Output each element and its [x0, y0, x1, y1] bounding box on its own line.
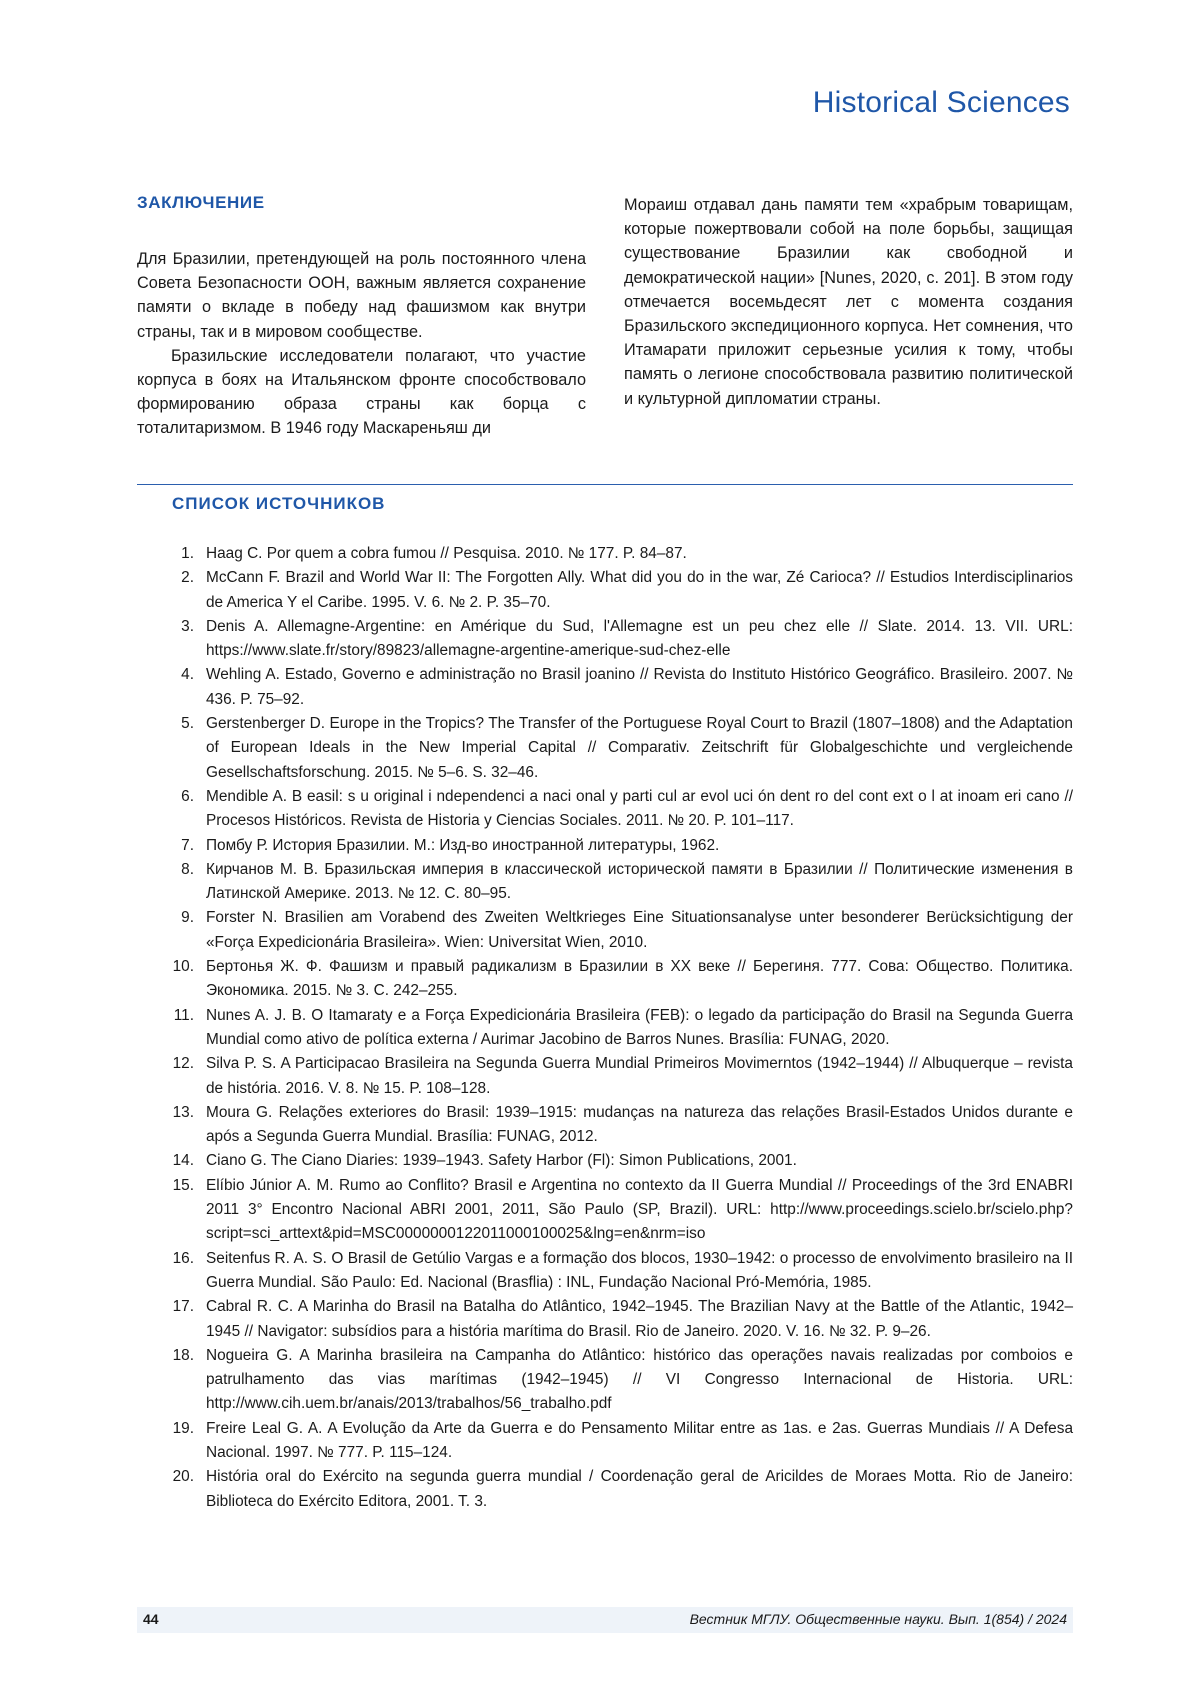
- conclusion-text-left: [137, 247, 586, 441]
- reference-text: Freire Leal G. A. A Evolução da Arte da Guerra e do Pensamento Militar entre as 1as. e 2as. Guerras Mundiais // A Defesa Nacional. 1997. № 777. P. 115–124.: [206, 1419, 1073, 1461]
- conclusion-section: [137, 193, 1073, 441]
- reference-text: Mendible A. B easil: s u original i ndependenci a naci onal y parti cul ar evol uci ón dent ro del cont ext o l at inoam eri cano // Procesos Históricos. Revista de Historia y Ciencias Sociales. 2011. № 20. P. 101–117.: [206, 787, 1073, 830]
- reference-item: [160, 955, 1073, 1004]
- reference-text: Denis A. Allemagne-Argentine: en Amérique du Sud, l'Allemagne est un peu chez elle // Slate. 2014. 13. VII. URL: https://www.slate.fr/story/89823/allemagne-argentine-amerique-sud-chez-elle: [206, 617, 1073, 660]
- reference-text: Nunes A. J. B. O Itamaraty e a Força Expedicionária Brasileira (FEB): o legado da participação do Brasil na Segunda Guerra Mundial como ativo de política externa / Aurimar Jacobino de Barros Nunes. Brasília: FUNAG, 2020.: [206, 1006, 1073, 1048]
- reference-item: [160, 1004, 1073, 1053]
- paragraph: Бразильские исследователи полагают, что участие корпуса в боях на Итальянском фронте способствовало формированию образа страны как борца с тоталитаризмом. В 1946 году Маскареньяш ди: [137, 346, 586, 438]
- reference-item: [160, 1101, 1073, 1150]
- reference-item: [160, 1344, 1073, 1417]
- reference-number: 13.: [172, 1103, 194, 1121]
- section-divider: [137, 484, 1073, 485]
- references-list: [160, 542, 1073, 1514]
- reference-item: [160, 1052, 1073, 1101]
- reference-item: [160, 712, 1073, 785]
- reference-item: [160, 542, 1073, 566]
- reference-text: Помбу Р. История Бразилии. М.: Изд-во иностранной литературы, 1962.: [206, 836, 720, 854]
- reference-item: [160, 834, 1073, 858]
- reference-number: 5.: [181, 715, 194, 733]
- reference-number: 4.: [181, 666, 194, 684]
- reference-item: [160, 615, 1073, 664]
- reference-text: Moura G. Relações exteriores do Brasil: 1939–1915: mudanças na natureza das relações Brasil-Estados Unidos durante e após a Segunda Guerra Mundial. Brasília: FUNAG, 2012.: [206, 1103, 1073, 1146]
- reference-number: 9.: [181, 909, 194, 927]
- reference-item: [160, 906, 1073, 955]
- reference-text: História oral do Exército na segunda guerra mundial / Coordenação geral de Aricildes de Moraes Motta. Rio de Janeiro: Biblioteca do Exército Editora, 2001. T. 3.: [206, 1468, 1073, 1510]
- reference-number: 14.: [172, 1152, 194, 1170]
- paragraph: Для Бразилии, претендующей на роль постоянного члена Совета Безопасности ООН, важным является сохранение памяти о вкладе в победу над фашизмом как внутри страны, так и в мировом сообществе.: [137, 250, 586, 341]
- right-column: [624, 193, 1073, 441]
- reference-number: 1.: [181, 545, 194, 562]
- reference-number: 8.: [181, 860, 194, 878]
- reference-text: Wehling A. Estado, Governo e administração no Brasil joanino // Revista do Instituto Histórico Geográfico. Brasileiro. 2007. № 436. P. 75–92.: [206, 666, 1073, 708]
- reference-text: Seitenfus R. A. S. O Brasil de Getúlio Vargas e a formação dos blocos, 1930–1942: o processo de envolvimento brasileiro na II Guerra Mundial. São Paulo: Ed. Nacional (Brasflia) : INL, Fundação Nacional Pró-Memória, 1985.: [206, 1249, 1073, 1291]
- reference-item: [160, 1174, 1073, 1247]
- conclusion-heading: ЗАКЛЮЧЕНИЕ: [137, 193, 265, 212]
- reference-text: Silva P. S. A Participacao Brasileira na Segunda Guerra Mundial Primeiros Movimerntos (1942–1944) // Albuquerque – revista de história. 2016. V. 8. № 15. P. 108–128.: [206, 1055, 1073, 1097]
- reference-number: 12.: [172, 1055, 194, 1073]
- reference-item: [160, 1417, 1073, 1466]
- reference-item: [160, 858, 1073, 907]
- reference-text: Ciano G. The Ciano Diaries: 1939–1943. Safety Harbor (Fl): Simon Publications, 2001.: [206, 1152, 797, 1170]
- reference-text: Elíbio Júnior A. M. Rumo ao Conflito? Brasil e Argentina no contexto da II Guerra Mundial // Proceedings of the 3rd ENABRI 2011 3° Encontro Nacional ABRI 2001, 2011, São Paulo (SP, Brazil). URL: http://www.proceedings.scielo.br/scielo.php?script=sci_arttext&pid=MSC0000000122011000100025&lng=en&nrm=iso: [206, 1176, 1073, 1243]
- reference-number: 15.: [172, 1176, 194, 1194]
- reference-number: 19.: [172, 1419, 194, 1437]
- reference-item: [160, 785, 1073, 834]
- reference-item: [160, 1247, 1073, 1296]
- reference-number: 11.: [173, 1006, 194, 1024]
- left-column: [137, 193, 586, 441]
- reference-item: [160, 566, 1073, 615]
- reference-number: 6.: [181, 787, 194, 805]
- reference-item: [160, 1465, 1073, 1514]
- paragraph: Мораиш отдавал дань памяти тем «храбрым товарищам, которые пожертвовали собой на поле борьбы, защищая существование Бразилии как свободной и демократической нации» [Nunes, 2020, с. 201]. В этом году отмечается восемьдесят лет с момента создания Бразильского экспедиционного корпуса. Нет сомнения, что Итамарати приложит серьезные усилия к тому, чтобы память о легионе способствовала развитию политической и культурной дипломатии страны.: [624, 196, 1073, 408]
- references-heading: СПИСОК ИСТОЧНИКОВ: [172, 494, 386, 513]
- reference-number: 17.: [172, 1298, 194, 1316]
- reference-number: 2.: [181, 569, 194, 587]
- conclusion-text-right: [624, 193, 1073, 411]
- reference-text: Бертонья Ж. Ф. Фашизм и правый радикализм в Бразилии в XX веке // Берегиня. 777. Сова: Общество. Политика. Экономика. 2015. № 3. С. 242–255.: [206, 958, 1073, 1000]
- reference-text: Forster N. Brasilien am Vorabend des Zweiten Weltkrieges Eine Situationsanalyse unter besonderer Berücksichtigung der «Força Expedicionária Brasileira». Wien: Universitat Wien, 2010.: [206, 909, 1073, 951]
- reference-item: [160, 1149, 1073, 1173]
- reference-item: [160, 1295, 1073, 1344]
- reference-number: 7.: [181, 836, 194, 854]
- reference-number: 18.: [172, 1346, 194, 1364]
- reference-number: 3.: [181, 617, 194, 635]
- reference-text: Nogueira G. A Marinha brasileira na Campanha do Atlântico: histórico das operações navais realizadas por comboios e patrulhamento das vias marítimas (1942–1945) // VI Congresso Internacional de Historia. URL: http://www.cih.uem.br/anais/2013/trabalhos/56_trabalho.pdf: [206, 1346, 1073, 1413]
- reference-number: 16.: [172, 1249, 194, 1267]
- reference-text: Haag C. Por quem a cobra fumou // Pesquisa. 2010. № 177. P. 84–87.: [206, 545, 687, 562]
- reference-text: Кирчанов М. В. Бразильская империя в классической исторической памяти в Бразилии // Политические изменения в Латинской Америке. 2013. № 12. С. 80–95.: [206, 860, 1073, 903]
- page-number: 44: [143, 1611, 159, 1627]
- reference-item: [160, 663, 1073, 712]
- reference-text: Gerstenberger D. Europe in the Tropics? The Transfer of the Portuguese Royal Court to Brazil (1807–1808) and the Adaptation of European Ideals in the New Imperial Capital // Comparativ. Zeitschrift für Globalgeschichte und vergleichende Gesellschaftsforschung. 2015. № 5–6. S. 32–46.: [206, 715, 1073, 781]
- reference-text: McCann F. Brazil and World War II: The Forgotten Ally. What did you do in the war, Zé Carioca? // Estudios Interdisciplinarios de America Y el Caribe. 1995. V. 6. № 2. P. 35–70.: [206, 569, 1073, 611]
- reference-text: Cabral R. C. A Marinha do Brasil na Batalha do Atlântico, 1942–1945. The Brazilian Navy at the Battle of the Atlantic, 1942–1945 // Navigator: subsídios para a história marítima do Brasil. Rio de Janeiro. 2020. V. 16. № 32. P. 9–26.: [206, 1298, 1073, 1340]
- reference-number: 10.: [172, 958, 194, 976]
- section-title: Historical Sciences: [812, 86, 1070, 119]
- page-footer: [137, 1607, 1073, 1633]
- reference-number: 20.: [172, 1468, 194, 1486]
- journal-citation: Вестник МГЛУ. Общественные науки. Вып. 1(854) / 2024: [689, 1611, 1067, 1627]
